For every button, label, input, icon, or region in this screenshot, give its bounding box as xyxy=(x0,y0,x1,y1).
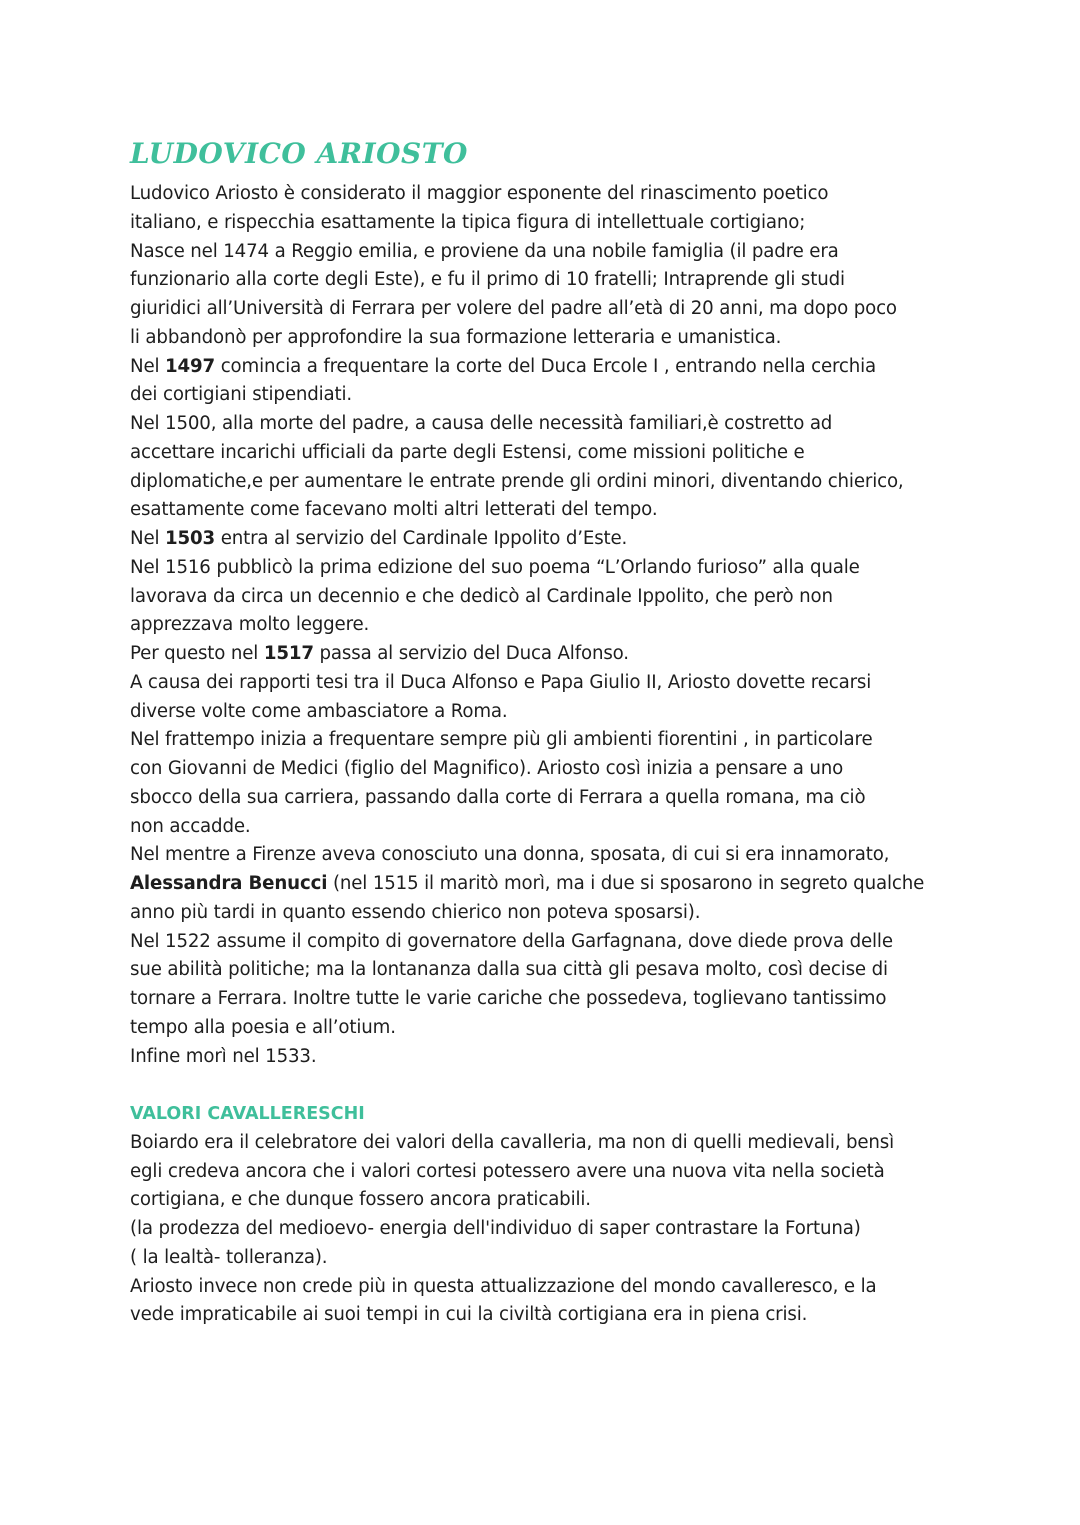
text-run: passa al servizio del Duca Alfonso. xyxy=(313,643,629,664)
bold-text: 1503 xyxy=(165,528,216,549)
text-line xyxy=(130,468,966,497)
text-line xyxy=(130,496,966,525)
text-line xyxy=(130,353,966,382)
text-line xyxy=(130,410,966,439)
text-run: li abbandonò per approfondire la sua formazione letteraria e umanistica. xyxy=(130,326,782,348)
text-run: A causa dei rapporti tesi tra il Duca Alfonso e Papa Giulio II, Ariosto dovette recarsi xyxy=(130,671,872,693)
text-line xyxy=(130,640,966,669)
section-spacer xyxy=(130,1071,966,1100)
text-run: anno più tardi in quanto essendo chierico non poteva sposarsi). xyxy=(130,901,701,923)
text-line xyxy=(130,554,966,583)
text-line xyxy=(130,583,966,612)
text-line xyxy=(130,784,966,813)
text-run: Nel 1516 pubblicò la prima edizione del suo poema “L’Orlando furioso” alla quale xyxy=(130,556,860,578)
text-line xyxy=(130,1301,966,1330)
text-line xyxy=(130,1215,966,1244)
document-page xyxy=(130,134,966,1330)
text-line xyxy=(130,381,966,410)
values-lines xyxy=(130,1129,966,1330)
text-line xyxy=(130,611,966,640)
section-heading: VALORI CAVALLERESCHI xyxy=(130,1104,365,1124)
text-run: (la prodezza del medioevo- energia dell'individuo di saper contrastare la Fortuna) xyxy=(130,1218,861,1239)
bold-text: Alessandra Benucci xyxy=(130,873,328,894)
text-line xyxy=(130,209,966,238)
text-line xyxy=(130,956,966,985)
text-line xyxy=(130,1043,966,1072)
text-line xyxy=(130,1158,966,1187)
bold-text: 1517 xyxy=(263,643,314,664)
bold-text: 1497 xyxy=(165,355,216,377)
text-run: Ludovico Ariosto è considerato il maggior esponente del rinascimento poetico xyxy=(130,183,829,204)
text-run: ( la lealtà- tolleranza). xyxy=(130,1246,328,1268)
text-line xyxy=(130,238,966,267)
text-run: accettare incarichi ufficiali da parte degli Estensi, come missioni politiche e xyxy=(130,441,805,463)
text-run: Nel frattempo inizia a frequentare sempre più gli ambienti fiorentini , in particolare xyxy=(130,729,873,751)
text-run: Nel mentre a Firenze aveva conosciuto una donna, sposata, di cui si era innamorato, xyxy=(130,844,890,866)
text-line xyxy=(130,698,966,727)
text-run: Nel xyxy=(130,355,166,377)
text-run: tornare a Ferrara. Inoltre tutte le varie cariche che possedeva, toglievano tantissimo xyxy=(130,988,887,1009)
text-run: sbocco della sua carriera, passando dalla corte di Ferrara a quella romana, ma ciò xyxy=(130,786,866,808)
biography-paragraph xyxy=(130,180,966,1071)
text-run: Nasce nel 1474 a Reggio emilia, e proviene da una nobile famiglia (il padre era xyxy=(130,240,839,262)
text-line xyxy=(130,669,966,698)
text-run: Nel 1500, alla morte del padre, a causa delle necessità familiari,è costretto ad xyxy=(130,413,833,434)
text-run: entra al servizio del Cardinale Ippolito d’Este. xyxy=(215,528,628,549)
text-line xyxy=(130,295,966,324)
text-run: cortigiana, e che dunque fossero ancora praticabili. xyxy=(130,1189,591,1211)
text-run: apprezzava molto leggere. xyxy=(130,614,370,636)
text-line xyxy=(130,525,966,554)
text-line xyxy=(130,985,966,1014)
values-paragraph xyxy=(130,1129,966,1330)
text-run: Nel xyxy=(130,528,166,549)
text-line xyxy=(130,841,966,870)
text-line xyxy=(130,870,966,899)
text-run: Boiardo era il celebratore dei valori della cavalleria, ma non di quelli medievali, bensì xyxy=(130,1131,895,1153)
text-run: esattamente come facevano molti altri letterati del tempo. xyxy=(130,499,658,521)
text-run: egli credeva ancora che i valori cortesi potessero avere una nuova vita nella società xyxy=(130,1160,885,1182)
text-line xyxy=(130,899,966,928)
biography-lines xyxy=(130,180,966,1071)
text-run: italiano, e rispecchia esattamente la tipica figura di intellettuale cortigiano; xyxy=(130,211,806,233)
text-run: comincia a frequentare la corte del Duca Ercole I , entrando nella cerchia xyxy=(215,355,877,377)
text-run: diplomatiche,e per aumentare le entrate prende gli ordini minori, diventando chierico, xyxy=(130,470,904,492)
text-line xyxy=(130,1273,966,1302)
text-run: dei cortigiani stipendiati. xyxy=(130,384,353,406)
text-run: Per questo nel xyxy=(130,643,264,664)
text-line xyxy=(130,755,966,784)
text-line xyxy=(130,1186,966,1215)
text-line xyxy=(130,180,966,209)
text-line xyxy=(130,266,966,295)
text-line xyxy=(130,1129,966,1158)
text-run: lavorava da circa un decennio e che dedicò al Cardinale Ippolito, che però non xyxy=(130,585,833,607)
text-run: Infine morì nel 1533. xyxy=(130,1045,317,1067)
text-line xyxy=(130,726,966,755)
text-line xyxy=(130,1244,966,1273)
text-run: Ariosto invece non crede più in questa attualizzazione del mondo cavalleresco, e la xyxy=(130,1275,877,1297)
text-run: funzionario alla corte degli Este), e fu il primo di 10 fratelli; Intraprende gli studi xyxy=(130,269,845,291)
text-line xyxy=(130,928,966,957)
text-line xyxy=(130,813,966,842)
text-run: Nel 1522 assume il compito di governatore della Garfagnana, dove diede prova delle xyxy=(130,930,893,952)
text-run: diverse volte come ambasciatore a Roma. xyxy=(130,700,508,722)
text-run: (nel 1515 il maritò morì, ma i due si sposarono in segreto qualche xyxy=(327,873,925,894)
text-line xyxy=(130,324,966,353)
text-line xyxy=(130,439,966,468)
text-run: sue abilità politiche; ma la lontananza dalla sua città gli pesava molto, così decise di xyxy=(130,959,888,981)
text-run: giuridici all’Università di Ferrara per volere del padre all’età di 20 anni, ma dopo poco xyxy=(130,298,897,319)
page-title: LUDOVICO ARIOSTO xyxy=(130,137,468,170)
text-line xyxy=(130,1014,966,1043)
text-run: con Giovanni de Medici (figlio del Magnifico). Ariosto così inizia a pensare a uno xyxy=(130,758,844,779)
text-run: non accadde. xyxy=(130,815,251,837)
text-run: vede impraticabile ai suoi tempi in cui la civiltà cortigiana era in piena crisi. xyxy=(130,1304,808,1326)
text-run: tempo alla poesia e all’otium. xyxy=(130,1016,396,1038)
